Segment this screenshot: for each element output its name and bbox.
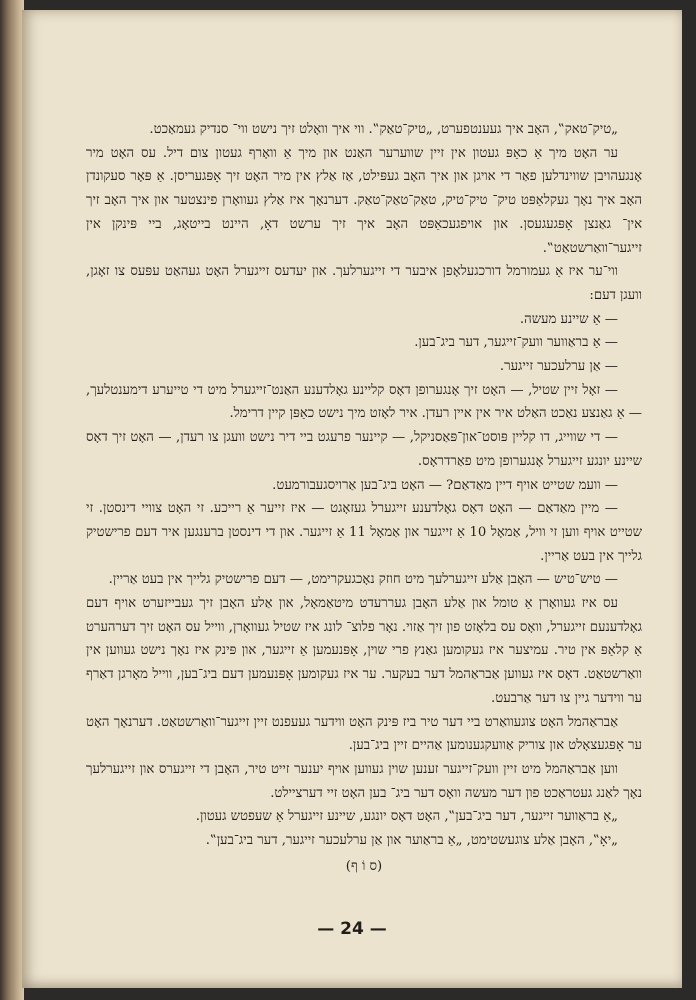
dialogue-line: — מיין מאַדאַם — האָט דאָס גאָלדענע זייגערל געזאָגט — איז זייער אַ רייכע. זי האָט צוויי דינסטן. זי שטייט אויף ווען זי וויל, אַמאָל 10 אַ זייגער און אַמאָל 11 אַ זייגער. און די דינסטן ברענגען איר דעם פרישטיק גלייך אין בעט אַריין.	[86, 501, 642, 564]
dialogue-line: — אַן ערלעכער זייגער.	[499, 359, 618, 375]
paragraph: ווען אַבראַהמל מיט זיין וועק־זייגער זענען שוין געווען אויף יענער זייט טיר, האָבן די זייגערס און זייגערלעך נאָך לאַנג געטראַכט פון דער מעשה וואָס דער ביג־ בען האָט זיי דערציילט.	[86, 761, 642, 801]
paragraph: „אַ בראַווער זייגער, דער ביג־בען‟, האָט דאָס יונגע, שיינע זייגערל אַ שעפטש געטון.	[195, 809, 618, 825]
paragraph: ווי־ער איז אַ געמורמל דורכגעלאָפן איבער די זייגערלעך. און יעדעס זייגערל האָט געהאַט עפּעס צו זאָגן, וועגן דעם:	[86, 264, 642, 303]
book-page	[22, 10, 682, 988]
paragraph: „טיק־טאק‟, האָב איך געענטפערט, „טיק־טאַק‟. ווי איך וואָלט זיך נישט ווי־ סנדיק געמאַכט.	[149, 122, 618, 137]
book-spine-shadow	[0, 0, 24, 1000]
dialogue-line: — אַ שיינע מעשה.	[519, 311, 618, 327]
end-marker: (ס וֹ ף)	[345, 858, 383, 874]
dialogue-line: — די שווייג, דו קליין פּוסט־און־פּאַסניקל, — קיינער פרעגט ביי דיר נישט וועגן צו רעדן, — האָט זיך דאָס שיינע יונגע זייגערל אָנגערופן מיט פאַרדראָס.	[86, 430, 642, 469]
page-number: — 24 —	[317, 919, 387, 939]
dialogue-line: — וועמ שטייט אויף דיין מאַדאַם? — האָט ביג־בען אַרויסגעבורמעט.	[272, 477, 618, 493]
paragraph: עס איז געוואָרן אַ טומל און אַלע האָבן געררעדט מיטאַמאָל, און אַלע האָבן זיך געבייזערט אויף דעם גאָלדענעם זייגערל, וואָס עס בלאָזט פון זיך אַזוי. נאָר פלוצ־ לונג איז שטיל געוואָרן, ווייל עס האָט זיך דערהערט אַ קלאַפּ אין טיר. עמיצער איז געקומען גאַנץ פרי שוין, אָפּנעמען אַ זייגער, און פּינק איז נאָך נישט געווען אין וואַרשטאַט. דאָס איז געווען אַבראַהמל דער בעקער. ער איז געקומען אָפּנעמען דעם ביג־בען, ווייל מאָרגן דאַרף ער ווידער גיין צו דער אַרבעט.	[86, 596, 642, 706]
paragraph: אַבראַהמל האָט צוגעוואַרט ביי דער טיר ביז פּינק האָט ווידער געעפנט זיין זייגער־וואַרשטאַט. דערנאָך האָט ער אָפּגעצאָלט און צוריק אַוועקגענומען אַהיים זיין ביג־בען.	[86, 714, 642, 754]
dialogue-line: — אַ בראַווער וועק־זייגער, דער ביג־בען.	[414, 335, 618, 351]
story-text	[86, 118, 642, 879]
paragraph: „יאָ‟, האָבן אַלע צוגעשטימט, „אַ בראַוער און אַן ערלעכער זייגער, דער ביג־בען‟.	[205, 833, 618, 849]
dialogue-line: — טיש־טיש — האָבן אַלע זייגערלעך מיט חוזק נאָכגעקרימט, — דעם פרישטיק גלייך אין בעט אַריין.	[108, 572, 618, 588]
dialogue-line: — זאָל זיין שטיל, — האָט זיך אָנגערופן דאָס קליינע גאָלדענע האַנט־זייגערל מיט די טייערע דימענטלעך, — אַ גאַנצע נאַכט האַלט איר אין איין רעדן. איר לאָזט מיך נישט כאַפּן קיין דרימל.	[86, 382, 642, 422]
paragraph: ער האָט מיך אַ כאַפּ געטון אין זיין שווערער האַנט און מיך אַ וואָרף געטון צום דיל. עס האָט מיר אָנגעהויבן שווינדלען פאַר די אויגן און איך האָב געפּילט, אַז אַלץ אין מיר האָט זיך אָפּגעריסן. אַ פּאָר סעקונדן האָב איך נאָך געקלאַפּט טיק־ טיק־טיק, טאַק־טאַק־טאַק. דערנאָך איז אַלץ געוואָרן פינצטער און איך האָב זיך אין־ גאַנצן אָפּגעגעסן. און אויפגעכאַפּט האָב איך זיך ערשט דאָ, היינט בייטאָג, ביי פּינקן אין זייגער־וואַרשטאַט‟.	[86, 145, 642, 256]
